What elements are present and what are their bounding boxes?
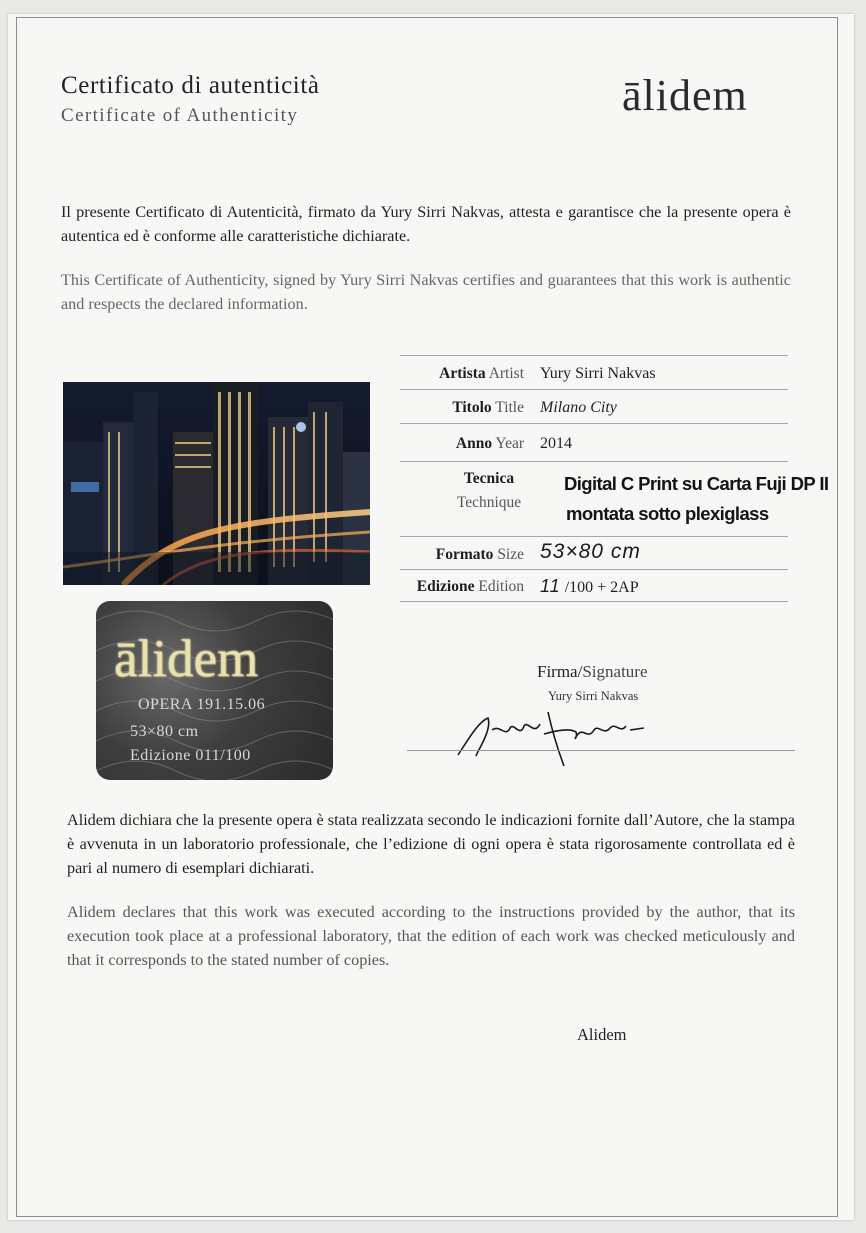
handwritten-signature bbox=[448, 700, 668, 770]
technique-value-line1: Digital C Print su Carta Fuji DP II bbox=[564, 473, 829, 494]
hologram-logo: ālidem bbox=[114, 630, 259, 688]
artist-value: Yury Sirri Nakvas bbox=[540, 365, 656, 382]
title-label: Titolo Title bbox=[452, 399, 524, 416]
title-english: Certificate of Authenticity bbox=[61, 105, 299, 126]
technique-label-it: Tecnica bbox=[463, 470, 515, 487]
artwork-photo bbox=[63, 382, 370, 585]
declaration-english: Alidem declares that this work was executed according to the instructions provided by the author, that its execution took place at a professional laboratory, that the edition of each work was checked meticulously and that it corresponds to the stated number of copies. bbox=[67, 903, 795, 969]
year-value: 2014 bbox=[540, 435, 572, 452]
artist-row bbox=[400, 355, 788, 389]
edition-value: 11 /100 + 2AP bbox=[540, 576, 639, 596]
technique-row bbox=[400, 461, 829, 536]
hologram-seal bbox=[96, 601, 333, 780]
artist-label: Artista Artist bbox=[439, 365, 524, 382]
alidem-logo: ālidem bbox=[622, 71, 748, 120]
title-italian: Certificato di autenticità bbox=[61, 72, 320, 99]
signature-title: Firma/Signature bbox=[537, 662, 648, 681]
signature-line bbox=[407, 750, 795, 751]
year-label: Anno Year bbox=[455, 435, 524, 452]
title-value: Milano City bbox=[540, 399, 617, 416]
edition-row bbox=[400, 569, 788, 602]
declaration-italian: Alidem dichiara che la presente opera è stata realizzata secondo le indicazioni fornite dall’Autore, che la stampa è avvenuta in un laboratorio professionale, che l’edizione di ogni opera è stata rigorosamente controllata ed è pari al numero di esemplari dichiarati. bbox=[67, 811, 795, 877]
hologram-edition: Edizione 011/100 bbox=[130, 747, 251, 764]
size-row bbox=[400, 536, 788, 569]
artwork-details-table bbox=[400, 355, 829, 602]
size-label: Formato Size bbox=[435, 546, 524, 563]
signature-name: Yury Sirri Nakvas bbox=[548, 689, 639, 703]
technique-label-en: Technique bbox=[456, 494, 522, 511]
intro-english: This Certificate of Authenticity, signed by Yury Sirri Nakvas certifies and guarantees that this work is authentic and respects the declared information. bbox=[61, 271, 791, 313]
hologram-size: 53×80 cm bbox=[130, 723, 199, 740]
year-row bbox=[400, 423, 788, 461]
size-value-handwritten: 53×80 cm bbox=[540, 540, 641, 563]
hologram-opera-code: OPERA 191.15.06 bbox=[138, 696, 266, 713]
technique-value-line2: montata sotto plexiglass bbox=[566, 503, 769, 524]
edition-label: Edizione Edition bbox=[416, 578, 524, 595]
title-row bbox=[400, 389, 788, 423]
edition-number-handwritten: 11 bbox=[540, 576, 561, 596]
issuer-name: Alidem bbox=[577, 1025, 627, 1044]
intro-italian: Il presente Certificato di Autenticità, firmato da Yury Sirri Nakvas, attesta e garantisce che la presente opera è autentica ed è conforme alle caratteristiche dichiarate. bbox=[61, 203, 791, 245]
